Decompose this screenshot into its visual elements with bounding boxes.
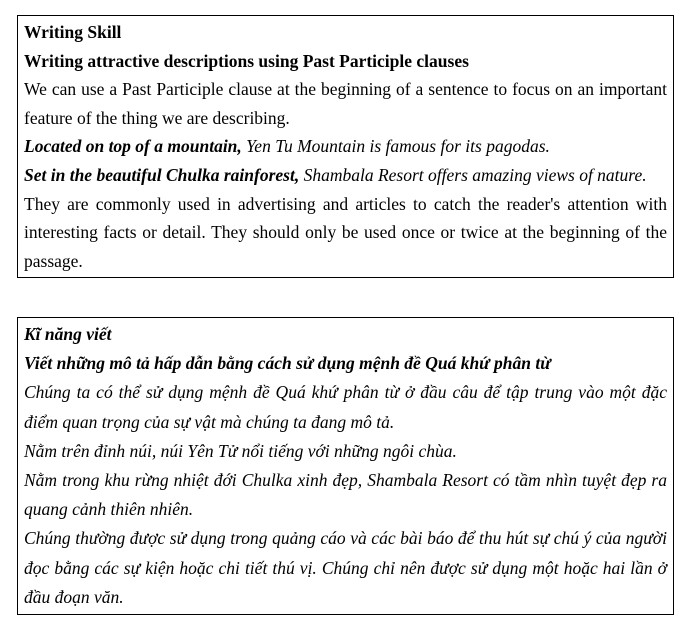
lesson-title: Writing attractive descriptions using Past Participle clauses (24, 50, 469, 71)
vi-intro-paragraph (24, 378, 667, 436)
vi-example-1-text: Nằm trên đỉnh núi, núi Yên Tử nổi tiếng với những ngôi chùa. (24, 440, 457, 461)
english-grammar-box (17, 15, 674, 278)
usage-paragraph (24, 190, 667, 276)
intro-paragraph (24, 75, 667, 132)
intro-text: We can use a Past Participle clause at the beginning of a sentence to focus on an important feature of the thing we are describing. (24, 79, 667, 128)
writing-skill-heading: Writing Skill (24, 22, 122, 42)
vi-usage-text: Chúng thường được sử dụng trong quảng cáo và các bài báo để thu hút sự chú ý của người đọc bằng các sự kiện hoặc chi tiết thú vị. Chúng chỉ nên được sử dụng một hoặc hai lần ở đầu đoạn văn. (24, 528, 667, 607)
example-1-rest: Yen Tu Mountain is famous for its pagodas. (241, 136, 550, 157)
vi-intro-text: Chúng ta có thể sử dụng mệnh đề Quá khứ phân từ ở đầu câu để tập trung vào một đặc điểm quan trọng của sự vật mà chúng ta đang mô tả. (24, 382, 667, 432)
vi-lesson-title: Viết những mô tả hấp dẫn bằng cách sử dụng mệnh đề Quá khứ phân từ (24, 353, 551, 374)
vietnamese-translation-box (17, 317, 674, 615)
vi-heading: Kĩ năng viết (24, 324, 112, 344)
example-2-rest: Shambala Resort offers amazing views of nature. (299, 164, 647, 185)
vi-example-1 (24, 437, 667, 466)
usage-text: They are commonly used in advertising and articles to catch the reader's attention with interesting facts or detail. They should only be used once or twice at the beginning of the passage. (24, 193, 667, 271)
example-1 (24, 132, 667, 161)
vi-usage-paragraph (24, 524, 667, 612)
example-2-lead: Set in the beautiful Chulka rainforest, (24, 164, 300, 185)
example-1-lead: Located on top of a mountain, (24, 136, 242, 157)
vi-example-2 (24, 466, 667, 524)
example-2 (24, 161, 667, 190)
vi-example-2-text: Nằm trong khu rừng nhiệt đới Chulka xinh đẹp, Shambala Resort có tầm nhìn tuyệt đẹp ra quang cảnh thiên nhiên. (24, 470, 667, 520)
